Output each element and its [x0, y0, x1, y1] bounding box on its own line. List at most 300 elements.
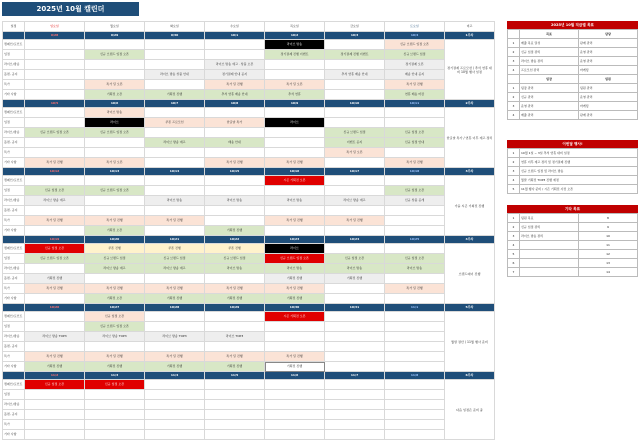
schedule-cell[interactable]: 라이브 방송 예고: [145, 138, 205, 148]
schedule-cell[interactable]: 라이브 방송: [205, 264, 265, 274]
date-cell[interactable]: 10/24: [325, 236, 385, 244]
schedule-cell[interactable]: [25, 342, 85, 352]
schedule-cell[interactable]: [325, 186, 385, 196]
schedule-cell[interactable]: 특가 딜 오픈: [85, 158, 145, 168]
schedule-cell[interactable]: [25, 312, 85, 322]
schedule-cell[interactable]: 특가 딜 진행: [25, 158, 85, 168]
schedule-cell[interactable]: 기획전 진행: [145, 90, 205, 100]
date-cell[interactable]: 10/22: [205, 236, 265, 244]
schedule-cell[interactable]: [325, 342, 385, 352]
schedule-cell[interactable]: [265, 390, 325, 400]
schedule-cell[interactable]: [385, 294, 445, 304]
schedule-cell[interactable]: [205, 186, 265, 196]
schedule-cell[interactable]: [85, 206, 145, 216]
schedule-cell[interactable]: 특가 딜 진행: [265, 158, 325, 168]
other-goal-cell[interactable]: [520, 259, 579, 268]
owner-cell[interactable]: 판매 관리: [579, 39, 638, 48]
schedule-cell[interactable]: 기획전 진행: [205, 226, 265, 236]
schedule-cell[interactable]: 정기결제 오픈: [385, 60, 445, 70]
schedule-cell[interactable]: [205, 216, 265, 226]
event-cell[interactable]: 월말 기획전 TOP3 진행 예정: [520, 176, 638, 185]
date-cell[interactable]: 10/21: [145, 236, 205, 244]
schedule-cell[interactable]: 신규 브랜드 입점: [85, 254, 145, 264]
schedule-cell[interactable]: 특가 딜 진행: [205, 158, 265, 168]
schedule-cell[interactable]: [25, 148, 85, 158]
schedule-cell[interactable]: [145, 186, 205, 196]
schedule-cell[interactable]: [205, 274, 265, 284]
schedule-cell[interactable]: 기획전 오픈: [85, 90, 145, 100]
schedule-cell[interactable]: 정기결제 안내 공지: [205, 70, 265, 80]
goal-cell[interactable]: 신규 관리: [520, 93, 579, 102]
schedule-cell[interactable]: [25, 80, 85, 90]
schedule-cell[interactable]: [25, 390, 85, 400]
schedule-cell[interactable]: [265, 60, 325, 70]
schedule-cell[interactable]: [265, 342, 325, 352]
owner-cell[interactable]: 판매 관리: [579, 111, 638, 120]
schedule-cell[interactable]: 기획전 진행: [325, 274, 385, 284]
goal-cell[interactable]: 팀장 관리: [520, 84, 579, 93]
schedule-cell[interactable]: 라이브 방송 TOP3: [85, 332, 145, 342]
schedule-cell[interactable]: [325, 244, 385, 254]
schedule-cell[interactable]: 신규 브랜드 입점 오픈: [385, 40, 445, 50]
date-cell[interactable]: 10/8: [205, 100, 265, 108]
schedule-cell[interactable]: [385, 226, 445, 236]
owner-cell[interactable]: 마케팅: [579, 66, 638, 75]
schedule-cell[interactable]: [385, 206, 445, 216]
schedule-cell[interactable]: [265, 128, 325, 138]
schedule-cell[interactable]: 기획전 오픈: [85, 294, 145, 304]
schedule-cell[interactable]: 라이브 방송 예고: [85, 264, 145, 274]
schedule-cell[interactable]: [145, 158, 205, 168]
schedule-cell[interactable]: 특가 딜 오픈: [85, 80, 145, 90]
schedule-cell[interactable]: [325, 158, 385, 168]
goal-cell[interactable]: 매출 목표 달성: [520, 39, 579, 48]
schedule-cell[interactable]: [85, 274, 145, 284]
schedule-cell[interactable]: [385, 332, 445, 342]
schedule-cell[interactable]: 신규 입점 오픈: [385, 186, 445, 196]
goal-cell[interactable]: 운영 관리: [520, 102, 579, 111]
schedule-cell[interactable]: [145, 274, 205, 284]
schedule-cell[interactable]: [265, 138, 325, 148]
schedule-cell[interactable]: 신규 입점 안내: [385, 138, 445, 148]
owner-cell[interactable]: 마케팅: [579, 102, 638, 111]
schedule-cell[interactable]: [265, 186, 325, 196]
schedule-cell[interactable]: [145, 80, 205, 90]
schedule-cell[interactable]: 특가 딜 오픈: [265, 80, 325, 90]
schedule-cell[interactable]: [145, 50, 205, 60]
schedule-cell[interactable]: 라이브 방송: [145, 196, 205, 206]
schedule-cell[interactable]: [25, 400, 85, 410]
date-cell[interactable]: 10/3: [325, 32, 385, 40]
schedule-cell[interactable]: 특가 딜 진행: [145, 216, 205, 226]
date-cell[interactable]: 10/29: [205, 304, 265, 312]
other-goal-cell[interactable]: [520, 241, 579, 250]
schedule-cell[interactable]: 특가 딜 진행: [205, 352, 265, 362]
schedule-cell[interactable]: 특가 딜 진행: [265, 352, 325, 362]
schedule-cell[interactable]: 라이브: [265, 118, 325, 128]
date-cell[interactable]: 10/23: [265, 236, 325, 244]
schedule-cell[interactable]: 라이브 방송 TOP3: [25, 332, 85, 342]
schedule-cell[interactable]: 신규 입점 오픈: [85, 312, 145, 322]
event-cell[interactable]: 신규 브랜드 입점 및 라이브 방송: [520, 167, 638, 176]
other-goal-value[interactable]: 14: [579, 268, 638, 277]
schedule-cell[interactable]: 특가 딜 진행: [85, 352, 145, 362]
schedule-cell[interactable]: 신규 브랜드 입점 오픈: [85, 186, 145, 196]
schedule-cell[interactable]: [205, 400, 265, 410]
schedule-cell[interactable]: 신규 브랜드 입점: [145, 254, 205, 264]
schedule-cell[interactable]: 특가 딜 진행: [25, 284, 85, 294]
schedule-cell[interactable]: [25, 264, 85, 274]
schedule-cell[interactable]: [145, 40, 205, 50]
schedule-cell[interactable]: [325, 322, 385, 332]
date-cell[interactable]: 11/1: [385, 304, 445, 312]
schedule-cell[interactable]: [145, 380, 205, 390]
schedule-cell[interactable]: [145, 322, 205, 332]
schedule-cell[interactable]: [145, 226, 205, 236]
schedule-cell[interactable]: 특가 딜 진행: [25, 352, 85, 362]
schedule-cell[interactable]: [25, 40, 85, 50]
schedule-cell[interactable]: [385, 176, 445, 186]
date-cell[interactable]: 10/30: [265, 304, 325, 312]
schedule-cell[interactable]: 쿠폰 진행: [85, 244, 145, 254]
date-cell[interactable]: 10/6: [85, 100, 145, 108]
date-cell[interactable]: 10/4: [385, 32, 445, 40]
schedule-cell[interactable]: [205, 40, 265, 50]
schedule-cell[interactable]: [325, 118, 385, 128]
schedule-cell[interactable]: [25, 206, 85, 216]
schedule-cell[interactable]: 특가 딜 진행: [205, 80, 265, 90]
schedule-cell[interactable]: [265, 430, 325, 440]
schedule-cell[interactable]: [25, 70, 85, 80]
schedule-cell[interactable]: [385, 352, 445, 362]
date-cell[interactable]: 9/30: [145, 32, 205, 40]
schedule-cell[interactable]: 특가 딜 오픈: [325, 148, 385, 158]
schedule-cell[interactable]: 추석 연휴 배송 안내: [325, 70, 385, 80]
event-cell[interactable]: 연휴 이후 재고 정리 및 정기결제 진행: [520, 158, 638, 167]
schedule-cell[interactable]: [85, 390, 145, 400]
schedule-cell[interactable]: 기획전 진행: [205, 294, 265, 304]
schedule-cell[interactable]: 기획전 진행: [25, 362, 85, 372]
date-cell[interactable]: 10/10: [325, 100, 385, 108]
schedule-cell[interactable]: [385, 362, 445, 372]
schedule-cell[interactable]: 특가 딜 진행: [385, 284, 445, 294]
schedule-cell[interactable]: 라이브 방송 상품 안내: [145, 70, 205, 80]
schedule-cell[interactable]: [145, 420, 205, 430]
schedule-cell[interactable]: [265, 332, 325, 342]
schedule-cell[interactable]: 시즌 기획전 오픈: [265, 312, 325, 322]
date-cell[interactable]: 10/11: [385, 100, 445, 108]
schedule-cell[interactable]: [325, 90, 385, 100]
schedule-cell[interactable]: [205, 380, 265, 390]
date-cell[interactable]: 9/28: [25, 32, 85, 40]
schedule-cell[interactable]: [25, 410, 85, 420]
schedule-cell[interactable]: [385, 380, 445, 390]
schedule-cell[interactable]: [385, 148, 445, 158]
schedule-cell[interactable]: 기획전 진행: [265, 362, 325, 372]
schedule-cell[interactable]: [325, 352, 385, 362]
schedule-cell[interactable]: [25, 50, 85, 60]
schedule-cell[interactable]: 추석 연휴: [265, 90, 325, 100]
schedule-cell[interactable]: 신규 입점 오픈: [25, 186, 85, 196]
schedule-cell[interactable]: 라이브 TOP3: [205, 332, 265, 342]
schedule-cell[interactable]: [145, 148, 205, 158]
schedule-cell[interactable]: [265, 410, 325, 420]
schedule-cell[interactable]: [325, 284, 385, 294]
schedule-cell[interactable]: [85, 400, 145, 410]
owner-cell[interactable]: 운영 관리: [579, 57, 638, 66]
schedule-cell[interactable]: 한글날 특가: [205, 118, 265, 128]
schedule-cell[interactable]: [385, 108, 445, 118]
schedule-cell[interactable]: [205, 148, 265, 158]
date-cell[interactable]: 10/18: [385, 168, 445, 176]
date-cell[interactable]: 11/5: [205, 372, 265, 380]
schedule-cell[interactable]: [325, 332, 385, 342]
owner-cell[interactable]: 운영 관리: [579, 93, 638, 102]
schedule-cell[interactable]: 특가 딜 진행: [145, 284, 205, 294]
schedule-cell[interactable]: [385, 342, 445, 352]
schedule-cell[interactable]: [25, 108, 85, 118]
date-cell[interactable]: 10/16: [265, 168, 325, 176]
schedule-cell[interactable]: [325, 294, 385, 304]
schedule-cell[interactable]: 신규 브랜드 입점 오픈: [85, 128, 145, 138]
schedule-cell[interactable]: [25, 138, 85, 148]
schedule-cell[interactable]: [385, 274, 445, 284]
schedule-cell[interactable]: 특가 딜 진행: [265, 216, 325, 226]
date-cell[interactable]: 10/25: [385, 236, 445, 244]
schedule-cell[interactable]: [385, 430, 445, 440]
date-cell[interactable]: 10/13: [85, 168, 145, 176]
date-cell[interactable]: 10/7: [145, 100, 205, 108]
schedule-cell[interactable]: 특가 딜 진행: [85, 284, 145, 294]
schedule-cell[interactable]: [325, 312, 385, 322]
other-goal-cell[interactable]: [520, 268, 579, 277]
schedule-cell[interactable]: [385, 410, 445, 420]
schedule-cell[interactable]: 쿠폰 프로모션: [145, 118, 205, 128]
schedule-cell[interactable]: 추석 연휴 배송 안내: [205, 90, 265, 100]
schedule-cell[interactable]: [385, 420, 445, 430]
schedule-cell[interactable]: 신규 브랜드 입점 오픈: [25, 254, 85, 264]
schedule-cell[interactable]: 신규 브랜드 입점: [205, 254, 265, 264]
schedule-cell[interactable]: [265, 206, 325, 216]
schedule-cell[interactable]: [205, 206, 265, 216]
schedule-cell[interactable]: 신규 입점 오픈: [385, 254, 445, 264]
schedule-cell[interactable]: [25, 420, 85, 430]
schedule-cell[interactable]: 특가 딜 진행: [85, 216, 145, 226]
schedule-cell[interactable]: [385, 216, 445, 226]
schedule-cell[interactable]: 연휴 배송 마감: [385, 90, 445, 100]
schedule-cell[interactable]: 신규 상품 공개: [385, 196, 445, 206]
date-cell[interactable]: 10/12: [25, 168, 85, 176]
schedule-cell[interactable]: 배송 안내: [205, 138, 265, 148]
goal-cell[interactable]: 신규 입점 관리: [520, 48, 579, 57]
schedule-cell[interactable]: [25, 294, 85, 304]
schedule-cell[interactable]: [205, 50, 265, 60]
schedule-cell[interactable]: 라이브 방송: [265, 196, 325, 206]
date-cell[interactable]: 10/28: [145, 304, 205, 312]
schedule-cell[interactable]: [85, 430, 145, 440]
date-cell[interactable]: 11/7: [325, 372, 385, 380]
schedule-cell[interactable]: [265, 108, 325, 118]
schedule-cell[interactable]: [265, 322, 325, 332]
schedule-cell[interactable]: 라이브 방송: [265, 264, 325, 274]
schedule-cell[interactable]: 라이브 방송: [205, 196, 265, 206]
date-cell[interactable]: 10/9: [265, 100, 325, 108]
schedule-cell[interactable]: [205, 342, 265, 352]
schedule-cell[interactable]: 기획전 진행: [265, 274, 325, 284]
schedule-cell[interactable]: [325, 420, 385, 430]
schedule-cell[interactable]: [205, 430, 265, 440]
schedule-cell[interactable]: 특가 딜 진행: [145, 352, 205, 362]
schedule-cell[interactable]: [325, 362, 385, 372]
date-cell[interactable]: 10/19: [25, 236, 85, 244]
date-cell[interactable]: 10/5: [25, 100, 85, 108]
date-cell[interactable]: 10/1: [205, 32, 265, 40]
schedule-cell[interactable]: [205, 420, 265, 430]
schedule-cell[interactable]: [205, 128, 265, 138]
schedule-cell[interactable]: [145, 312, 205, 322]
other-goal-value[interactable]: 12: [579, 250, 638, 259]
date-cell[interactable]: 10/20: [85, 236, 145, 244]
date-cell[interactable]: 11/2: [25, 372, 85, 380]
date-cell[interactable]: 11/6: [265, 372, 325, 380]
date-cell[interactable]: 10/14: [145, 168, 205, 176]
schedule-cell[interactable]: 특가 딜 진행: [385, 80, 445, 90]
schedule-cell[interactable]: [265, 420, 325, 430]
schedule-cell[interactable]: 신규 브랜드 입점 오픈: [85, 322, 145, 332]
schedule-cell[interactable]: [145, 128, 205, 138]
schedule-cell[interactable]: [145, 430, 205, 440]
schedule-cell[interactable]: [325, 40, 385, 50]
schedule-cell[interactable]: [265, 226, 325, 236]
other-goal-cell[interactable]: [520, 250, 579, 259]
schedule-cell[interactable]: 기획전 진행: [145, 362, 205, 372]
schedule-cell[interactable]: 기획전 진행: [265, 294, 325, 304]
schedule-cell[interactable]: 라이브 방송 예고: [145, 264, 205, 274]
schedule-cell[interactable]: 라이브 방송: [385, 264, 445, 274]
schedule-cell[interactable]: [145, 176, 205, 186]
schedule-cell[interactable]: 기획전 진행: [205, 362, 265, 372]
schedule-cell[interactable]: [85, 410, 145, 420]
schedule-cell[interactable]: 신규 브랜드 입점 오픈: [265, 254, 325, 264]
owner-cell[interactable]: 운영 관리: [579, 48, 638, 57]
schedule-cell[interactable]: 특가 딜 진행: [265, 284, 325, 294]
schedule-cell[interactable]: 신규 브랜드 입점: [325, 128, 385, 138]
schedule-cell[interactable]: [325, 206, 385, 216]
other-goal-value[interactable]: 8: [579, 214, 638, 223]
schedule-cell[interactable]: 기획전 진행: [85, 362, 145, 372]
schedule-cell[interactable]: [205, 322, 265, 332]
schedule-cell[interactable]: [265, 400, 325, 410]
schedule-cell[interactable]: 특가 딜 진행: [325, 216, 385, 226]
schedule-cell[interactable]: 특가 딜 진행: [385, 158, 445, 168]
goal-cell[interactable]: 라이브 방송 관리: [520, 57, 579, 66]
schedule-cell[interactable]: 신규 브랜드 입점 오픈: [25, 128, 85, 138]
other-goal-value[interactable]: 13: [579, 259, 638, 268]
schedule-cell[interactable]: [265, 380, 325, 390]
goal-cell[interactable]: 매출 관리: [520, 111, 579, 120]
schedule-cell[interactable]: [325, 390, 385, 400]
schedule-cell[interactable]: [25, 226, 85, 236]
schedule-cell[interactable]: 라이브 방송 예고: [325, 196, 385, 206]
schedule-cell[interactable]: [145, 206, 205, 216]
date-cell[interactable]: 10/27: [85, 304, 145, 312]
schedule-cell[interactable]: [85, 196, 145, 206]
date-cell[interactable]: 10/2: [265, 32, 325, 40]
schedule-cell[interactable]: [145, 400, 205, 410]
schedule-cell[interactable]: [85, 148, 145, 158]
schedule-cell[interactable]: [385, 118, 445, 128]
date-cell[interactable]: 11/4: [145, 372, 205, 380]
schedule-cell[interactable]: [25, 430, 85, 440]
schedule-cell[interactable]: 기획전 진행: [25, 274, 85, 284]
other-goal-cell[interactable]: 신규 입점 관리: [520, 223, 579, 232]
schedule-cell[interactable]: 라이브: [265, 244, 325, 254]
schedule-cell[interactable]: [145, 60, 205, 70]
schedule-cell[interactable]: [25, 90, 85, 100]
date-cell[interactable]: 11/8: [385, 372, 445, 380]
schedule-cell[interactable]: [385, 312, 445, 322]
schedule-cell[interactable]: 시즌 기획전 오픈: [265, 176, 325, 186]
schedule-cell[interactable]: [325, 60, 385, 70]
schedule-cell[interactable]: 기획전 오픈: [85, 226, 145, 236]
schedule-cell[interactable]: 신규 브랜드 입점: [385, 50, 445, 60]
schedule-cell[interactable]: 쿠폰 진행: [205, 244, 265, 254]
schedule-cell[interactable]: [325, 80, 385, 90]
schedule-cell[interactable]: [85, 40, 145, 50]
schedule-cell[interactable]: [325, 226, 385, 236]
other-goal-cell[interactable]: 라이브 방송 관리: [520, 232, 579, 241]
other-goal-cell[interactable]: 팀원 목표: [520, 214, 579, 223]
owner-cell[interactable]: 팀원 관리: [579, 84, 638, 93]
schedule-cell[interactable]: [25, 60, 85, 70]
schedule-cell[interactable]: [25, 118, 85, 128]
schedule-cell[interactable]: 라이브 방송: [325, 264, 385, 274]
schedule-cell[interactable]: [385, 244, 445, 254]
schedule-cell[interactable]: [85, 176, 145, 186]
schedule-cell[interactable]: 배송 안내 공지: [385, 70, 445, 80]
schedule-cell[interactable]: [385, 400, 445, 410]
schedule-cell[interactable]: 이벤트 공지: [325, 138, 385, 148]
schedule-cell[interactable]: 라이브 방송: [265, 40, 325, 50]
schedule-cell[interactable]: [205, 312, 265, 322]
event-cell[interactable]: 10월 1일 ~ 3일 추석 연휴 대비 일정: [520, 149, 638, 158]
schedule-cell[interactable]: 정기결제 진행 이벤트: [265, 50, 325, 60]
schedule-cell[interactable]: [325, 108, 385, 118]
event-cell[interactable]: 11월 행사 준비 / 시즌 기획전 사전 오픈: [520, 185, 638, 194]
schedule-cell[interactable]: 정기결제 진행 이벤트: [325, 50, 385, 60]
schedule-cell[interactable]: [145, 390, 205, 400]
schedule-cell[interactable]: [85, 70, 145, 80]
schedule-cell[interactable]: 신규 입점 오픈: [85, 380, 145, 390]
schedule-cell[interactable]: 신규 입점 오픈: [325, 254, 385, 264]
schedule-cell[interactable]: [205, 410, 265, 420]
schedule-cell[interactable]: [25, 322, 85, 332]
goal-cell[interactable]: 프로모션 관리: [520, 66, 579, 75]
schedule-cell[interactable]: [145, 108, 205, 118]
schedule-cell[interactable]: [85, 138, 145, 148]
date-cell[interactable]: 11/3: [85, 372, 145, 380]
schedule-cell[interactable]: [325, 430, 385, 440]
schedule-cell[interactable]: [385, 390, 445, 400]
schedule-cell[interactable]: 신규 입점 오픈: [385, 128, 445, 138]
schedule-cell[interactable]: [145, 410, 205, 420]
schedule-cell[interactable]: 신규 입점 오픈: [25, 380, 85, 390]
schedule-cell[interactable]: [265, 70, 325, 80]
schedule-cell[interactable]: 라이브: [85, 118, 145, 128]
schedule-cell[interactable]: 기획전 진행: [145, 294, 205, 304]
other-goal-value[interactable]: 9: [579, 223, 638, 232]
schedule-cell[interactable]: 라이브 방송 예고: [25, 196, 85, 206]
